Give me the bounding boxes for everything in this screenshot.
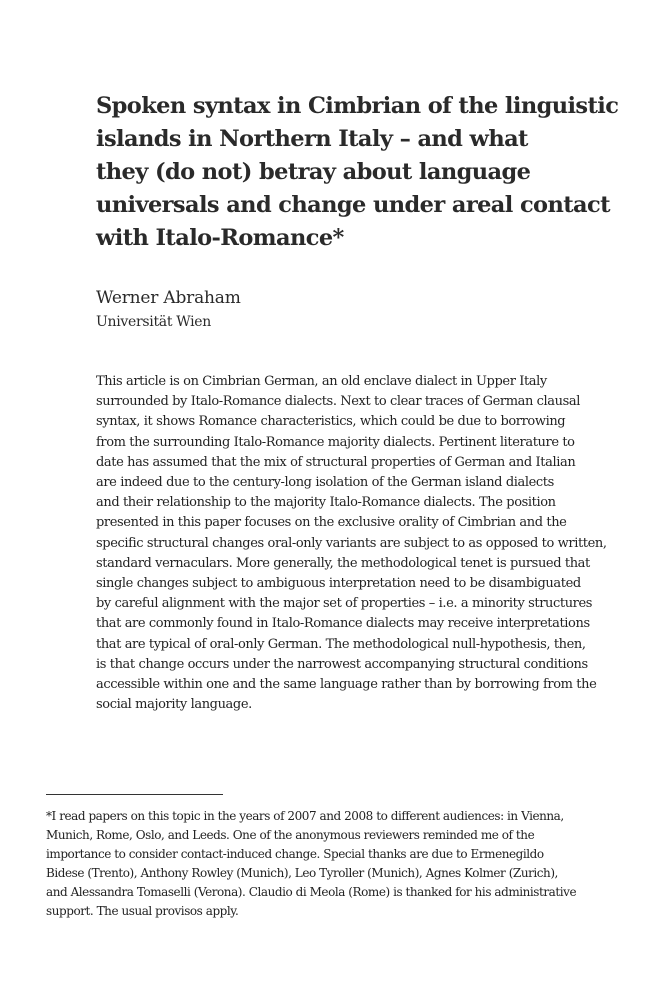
article-title xyxy=(96,90,619,255)
abstract-line: syntax, it shows Romance characteristics, which could be due to borrowing xyxy=(96,414,566,430)
abstract xyxy=(96,372,606,715)
abstract-line: specific structural changes oral-only variants are subject to as opposed to written, xyxy=(96,535,607,551)
title-line: universals and change under areal contact xyxy=(96,192,610,218)
abstract-line: presented in this paper focuses on the exclusive orality of Cimbrian and the xyxy=(96,515,567,531)
abstract-line: standard vernaculars. More generally, the methodological tenet is pursued that xyxy=(96,555,590,571)
footnote-line: and Alessandra Tomaselli (Verona). Claudio di Meola (Rome) is thanked for his administrative xyxy=(46,885,577,900)
abstract-line: surrounded by Italo-Romance dialects. Next to clear traces of German clausal xyxy=(96,394,581,410)
footnote xyxy=(46,807,604,922)
title-line: Spoken syntax in Cimbrian of the linguistic xyxy=(96,93,619,119)
abstract-line: from the surrounding Italo-Romance majority dialects. Pertinent literature to xyxy=(96,434,575,450)
footnote-line: importance to consider contact-induced change. Special thanks are due to Ermenegildo xyxy=(46,847,544,862)
abstract-line: date has assumed that the mix of structural properties of German and Italian xyxy=(96,454,576,470)
title-line: with Italo-Romance* xyxy=(96,225,344,251)
abstract-line: This article is on Cimbrian German, an old enclave dialect in Upper Italy xyxy=(96,374,547,389)
footnote-line: *I read papers on this topic in the years of 2007 and 2008 to different audiences: in Vienna, xyxy=(46,809,564,823)
abstract-line: social majority language. xyxy=(96,697,252,713)
author-affiliation: Universität Wien xyxy=(96,314,212,330)
footnote-divider xyxy=(46,794,223,795)
abstract-line: that are typical of oral-only German. The methodological null-hypothesis, then, xyxy=(96,636,586,652)
abstract-line: is that change occurs under the narrowest accompanying structural conditions xyxy=(96,656,588,672)
footnote-line: Bidese (Trento), Anthony Rowley (Munich), Leo Tyroller (Munich), Agnes Kolmer (Zurich), xyxy=(46,866,558,881)
title-line: they (do not) betray about language xyxy=(96,159,531,185)
abstract-line: and their relationship to the majority Italo-Romance dialects. The position xyxy=(96,495,556,511)
abstract-line: that are commonly found in Italo-Romance dialects may receive interpretations xyxy=(96,616,590,632)
abstract-line: by careful alignment with the major set of properties – i.e. a minority structures xyxy=(96,596,593,612)
abstract-line: accessible within one and the same language rather than by borrowing from the xyxy=(96,677,597,693)
abstract-line: are indeed due to the century-long isolation of the German island dialects xyxy=(96,475,554,491)
author-name: Werner Abraham xyxy=(96,288,241,308)
footnote-line: Munich, Rome, Oslo, and Leeds. One of the anonymous reviewers reminded me of the xyxy=(46,828,535,843)
title-line: islands in Northern Italy – and what xyxy=(96,126,528,152)
footnote-line: support. The usual provisos apply. xyxy=(46,904,239,919)
abstract-line: single changes subject to ambiguous interpretation need to be disambiguated xyxy=(96,576,581,592)
